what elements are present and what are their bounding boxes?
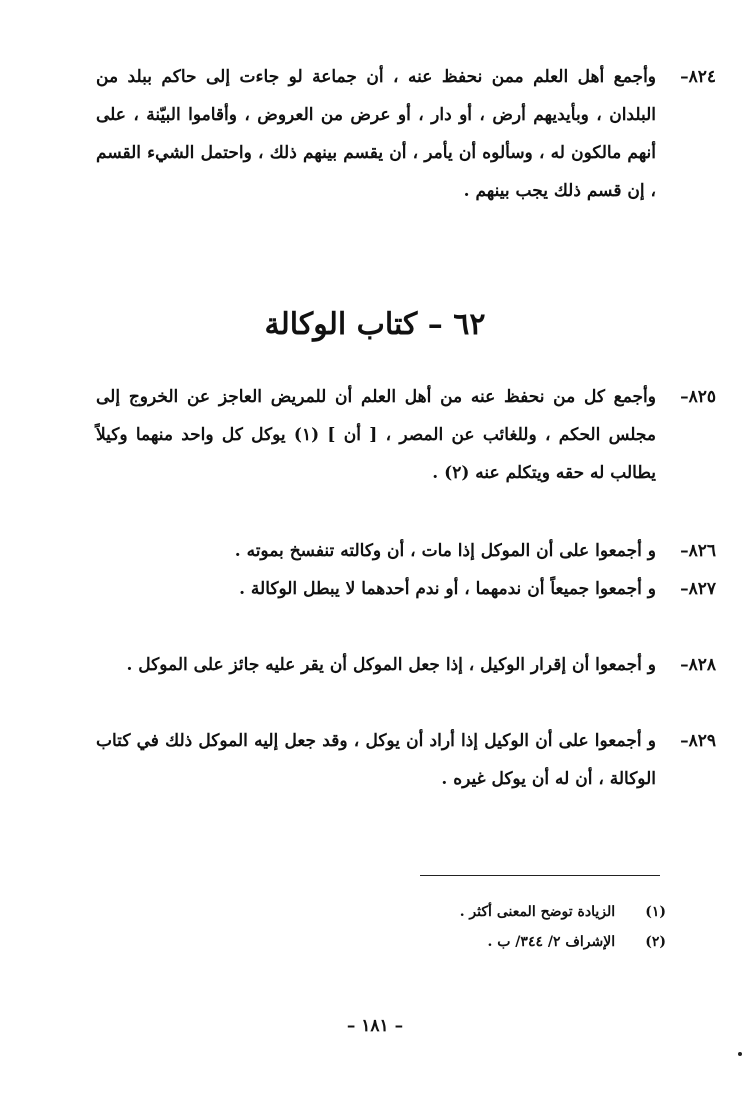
- entry-text: و أجمعوا أن إقرار الوكيل ، إذا جعل الموكل أن يقر عليه جائز على الموكل .: [126, 655, 656, 675]
- entry-number: ٨٢٧–: [680, 579, 716, 599]
- entry-number: ٨٢٤–: [680, 67, 716, 87]
- footnote-marker: (٢): [645, 934, 666, 950]
- entry-number: ٨٢٥–: [680, 387, 716, 407]
- entry-829: [96, 722, 716, 798]
- page-number: – ١٨١ –: [346, 1016, 404, 1036]
- footnote-2: [266, 930, 666, 954]
- entry-number: ٨٢٩–: [680, 731, 716, 751]
- footnote-text: الزيادة توضح المعنى أكثر .: [459, 904, 616, 920]
- entry-text: و أجمعوا على أن الوكيل إذا أراد أن يوكل ، وقد جعل إليه الموكل ذلك في كتاب الوكالة ، أن له أن يوكل غيره .: [96, 731, 656, 789]
- chapter-heading: ٦٢ – كتاب الوكالة: [264, 307, 486, 342]
- entry-number: ٨٢٨–: [680, 655, 716, 675]
- footnote-text: الإشراف ٢/ ٣٤٤/ ب .: [487, 934, 616, 950]
- entry-text: وأجمع كل من نحفظ عنه من أهل العلم أن للمريض العاجز عن الخروج إلى مجلس الحكم ، وللغائب عن المصر ، [ أن ] (١) يوكل كل واحد منهما وكيلاً يطالب له حقه ويتكلم عنه (٢) .: [96, 387, 656, 483]
- entry-828: [96, 646, 716, 684]
- footnote-1: [266, 900, 666, 924]
- entry-825: [96, 378, 716, 492]
- entry-text: و أجمعوا جميعاً أن ندمهما ، أو ندم أحدهما لا يبطل الوكالة .: [239, 579, 656, 599]
- scan-mark: [738, 1052, 742, 1056]
- footnote-separator: [420, 875, 660, 876]
- entry-text: و أجمعوا على أن الموكل إذا مات ، أن وكالته تنفسخ بموته .: [234, 541, 656, 561]
- entry-text: وأجمع أهل العلم ممن نحفظ عنه ، أن جماعة لو جاءت إلى حاكم ببلد من البلدان ، وبأيديهم أرض ، أو دار ، أو عرض من العروض ، وأقاموا البيّنة ، على أنهم مالكون له ، وسألوه أن يأمر ، أن يقسم بينهم ذلك ، واحتمل الشيء القسم ، إن قسم ذلك يجب بينهم .: [96, 67, 656, 201]
- entry-824: [96, 58, 716, 210]
- entry-826: [96, 532, 716, 570]
- entry-827: [96, 570, 716, 608]
- footnote-marker: (١): [645, 904, 666, 920]
- entry-number: ٨٢٦–: [680, 541, 716, 561]
